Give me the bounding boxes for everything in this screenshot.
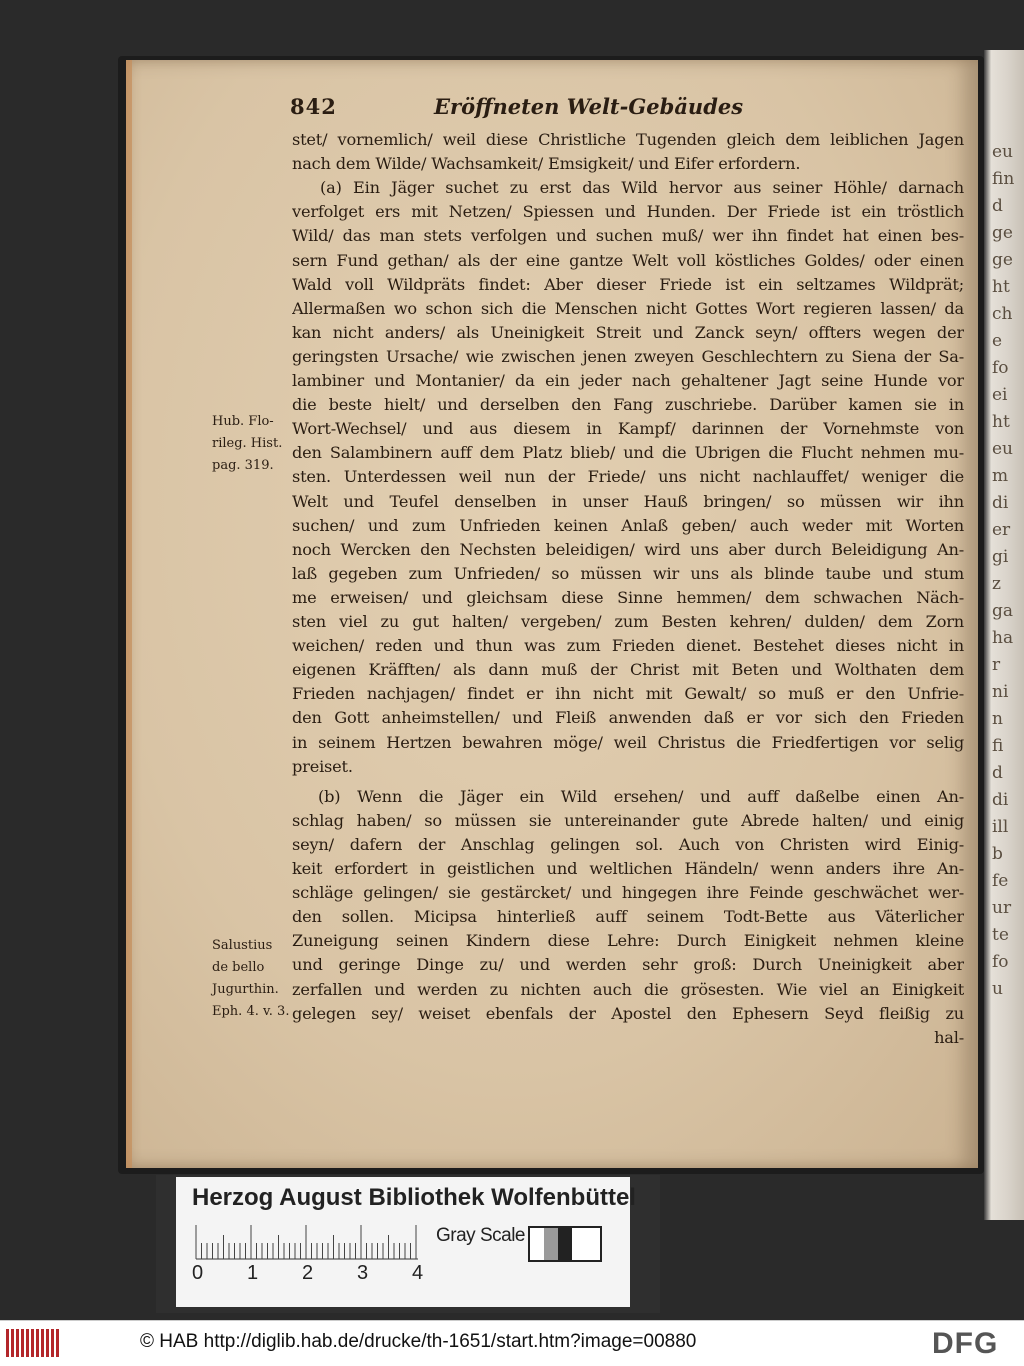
text-line: Wild/ das man stets verfolgen und suchen muß/ wer ihn findet hat einen bes- (292, 226, 964, 246)
text-line: kan nicht anders/ als Uneinigkeit Streit und Zanck seyn/ offters wegen der (292, 322, 964, 342)
ruler-label: 2 (302, 1262, 314, 1284)
gutter-fragment: ur (992, 898, 1012, 918)
gutter-fragment: d (992, 763, 1003, 783)
margin-note: pag. 319. (212, 458, 274, 473)
hab-logo-icon[interactable] (6, 1329, 59, 1357)
text-line: sten. Unterdessen weil nun der Friede/ uns nicht nachlauffet/ weniger die (292, 467, 964, 487)
gutter-fragment: eu (992, 439, 1014, 459)
gutter-fragment: eu (992, 142, 1014, 162)
text-line: noch Wercken den Nechsten beleidigen/ wird uns aber durch Beleidigung An- (292, 539, 964, 559)
gutter-fragment: ht (992, 412, 1010, 432)
text-line: (a) Ein Jäger suchet zu erst das Wild hervor aus seiner Höhle/ darnach (320, 178, 964, 198)
gutter-fragment: gi (992, 547, 1009, 567)
text-line: preiset. (292, 756, 353, 776)
gray-swatch (572, 1228, 600, 1260)
gutter-fragment: fo (992, 952, 1009, 972)
text-line: den Gott anheimstellen/ und Fleiß anwenden daß er vor sich den Frieden (292, 708, 964, 728)
gutter-fragment: te (992, 925, 1009, 945)
gutter-fragment: ge (992, 250, 1013, 270)
text-line: suchen/ und zum Unfrieden keinen Anlaß geben/ auch weder mit Worten (292, 515, 964, 535)
gray-swatch (544, 1228, 558, 1260)
text-line: den Salambinern auff dem Platz blieb/ und die Ubrigen die Flucht nehmen mu- (292, 443, 964, 463)
margin-note: rileg. Hist. (212, 436, 283, 451)
text-line: Wort-Wechsel/ und aus diesem in Kampf/ darinnen der Vornehmste von (292, 419, 964, 439)
text-line: Frieden nachjagen/ findet er ihn nicht mit Gewalt/ so muß er den Unfrie- (292, 684, 964, 704)
card-title: Herzog August Bibliothek Wolfenbüttel (192, 1184, 636, 1211)
ruler-label: 1 (247, 1262, 259, 1284)
text-line: verfolget ers mit Netzen/ Spiessen und Hunden. Der Friede ist ein tröstlich (292, 202, 964, 222)
gutter-fragment: m (992, 466, 1009, 486)
margin-note: Jugurthin. (212, 982, 279, 997)
margin-note: Eph. 4. v. 3. (212, 1004, 290, 1019)
text-line: Allermaßen wo schon sich die Menschen nicht Gottes Wort regieren lassen/ da (292, 298, 964, 318)
gutter-fragment: er (992, 520, 1011, 540)
gutter-fragment: fin (992, 169, 1015, 189)
text-line: Welt und Teufel denselben in unser Hauß bringen/ so müssen wir ihn (292, 491, 964, 511)
text-line: schlag haben/ so müssen sie untereinander gute Abrede halten/ und einig (292, 810, 964, 830)
margin-note: de bello (212, 960, 265, 975)
page-number: 842 (290, 94, 337, 119)
text-line: me erweisen/ und gleichsam diese Sinne hemmen/ dem schwachen Näch- (292, 587, 964, 607)
text-line: Wald voll Wildpräts findet: Aber dieser Friede ist ein seltzames Wildprät; (292, 274, 964, 294)
text-line: seyn/ dafern der Anschlag gelingen sol. Auch von Christen wird Einig- (292, 834, 964, 854)
gray-scale-label: Gray Scale (436, 1225, 525, 1246)
page-edge (126, 60, 132, 1168)
text-line: laß gegeben zum Unfrieden/ so müssen wir uns als blinde taube und stum (292, 563, 964, 583)
text-line: und geringe Dinge zu/ und werden sehr groß: Durch Uneinigkeit aber (292, 955, 964, 975)
gutter-fragment: ni (992, 682, 1009, 702)
text-line: weichen/ reden und thun was zum Frieden dienet. Bestehet dieses nicht in (292, 636, 964, 656)
text-line: geringsten Ursache/ wie zwischen jenen zweyen Geschlechtern zu Siena der Sa- (292, 346, 964, 366)
gutter-fragment: r (992, 655, 1001, 675)
text-line: den sollen. Micipsa hinterließ auff seinem Todt-Bette aus Väterlicher (292, 907, 964, 927)
gray-swatch (530, 1228, 544, 1260)
text-line: in seinem Hertzen bewahren möge/ weil Christus die Friedfertigen vor selig (292, 732, 964, 752)
gutter-fragment: ei (992, 385, 1008, 405)
running-title: Eröffneten Welt-Gebäudes (434, 94, 744, 119)
gutter-fragment: ht (992, 277, 1010, 297)
ruler (192, 1224, 422, 1260)
footer-bar (0, 1320, 1024, 1366)
text-line: hal- (934, 1027, 964, 1047)
gutter-fragment: u (992, 979, 1003, 999)
text-line: sern Fund gethan/ als der eine gantze Welt voll köstliches Goldes/ oder einen (292, 250, 964, 270)
gutter-fragment: ill (992, 817, 1009, 837)
ruler-label: 0 (192, 1262, 204, 1284)
text-line: keit erfordert in geistlichen und weltlichen Händeln/ wenn anders ihre An- (292, 859, 964, 878)
text-line: (b) Wenn die Jäger ein Wild ersehen/ und auff daßelbe einen An- (318, 786, 964, 806)
gutter-fragment: di (992, 493, 1009, 513)
gutter-fragment: fo (992, 358, 1009, 378)
gutter-fragment: b (992, 844, 1003, 864)
gutter-fragment: fe (992, 871, 1009, 891)
gray-scale-bar (528, 1226, 602, 1262)
text-line: nach dem Wilde/ Wachsamkeit/ Emsigkeit/ und Eifer erfordern. (292, 154, 801, 174)
gutter-fragment: z (992, 574, 1001, 594)
text-line: sten viel zu gut halten/ vergeben/ zum Besten kehren/ dulden/ dem Zorn (292, 612, 964, 631)
margin-note: Hub. Flo- (212, 414, 274, 429)
copyright-link[interactable]: © HAB http://diglib.hab.de/drucke/th-1651/start.htm?image=00880 (140, 1331, 697, 1352)
gutter-fragment: ha (992, 628, 1014, 648)
ruler-label: 4 (412, 1262, 424, 1284)
text-line: schläge gelingen/ sie gestärcket/ und hingegen ihre Feinde geschwächet wer- (292, 883, 964, 903)
gutter-fragment: e (992, 331, 1003, 351)
gutter-fragment: di (992, 790, 1009, 810)
gutter-fragment: n (992, 709, 1003, 729)
text-line: stet/ vornemlich/ weil diese Christliche Tugenden gleich dem leiblichen Jagen (292, 130, 964, 149)
gutter-fragment: ge (992, 223, 1013, 243)
gutter-fragment: ga (992, 601, 1014, 621)
text-line: zerfallen und werden zu nichten auch die grösesten. Wie viel an Einigkeit (292, 979, 964, 999)
gutter-fragment: d (992, 196, 1003, 216)
dfg-logo[interactable]: DFG (932, 1327, 999, 1360)
ruler-label: 3 (357, 1262, 369, 1284)
gutter-fragment: fi (992, 736, 1004, 756)
text-line: eigenen Kräfften/ als dann muß der Christ mit Beten und Wolthaten dem (292, 660, 964, 680)
text-line: lambiner und Montanier/ da ein jeder nach gehaltener Jagt seine Hunde vor (292, 371, 964, 390)
text-line: gelegen sey/ weiset ebenfals der Apostel den Ephesern Seyd fleißig zu (292, 1003, 964, 1023)
text-line: Zuneigung seinen Kindern diese Lehre: Durch Einigkeit nehmen kleine (292, 931, 964, 951)
margin-note: Salustius (212, 938, 273, 953)
gray-swatch (558, 1228, 572, 1260)
text-line: die beste hielt/ und derselben den Fang zuschriebe. Darüber kamen sie in (292, 395, 964, 415)
gutter-fragment: ch (992, 304, 1013, 324)
